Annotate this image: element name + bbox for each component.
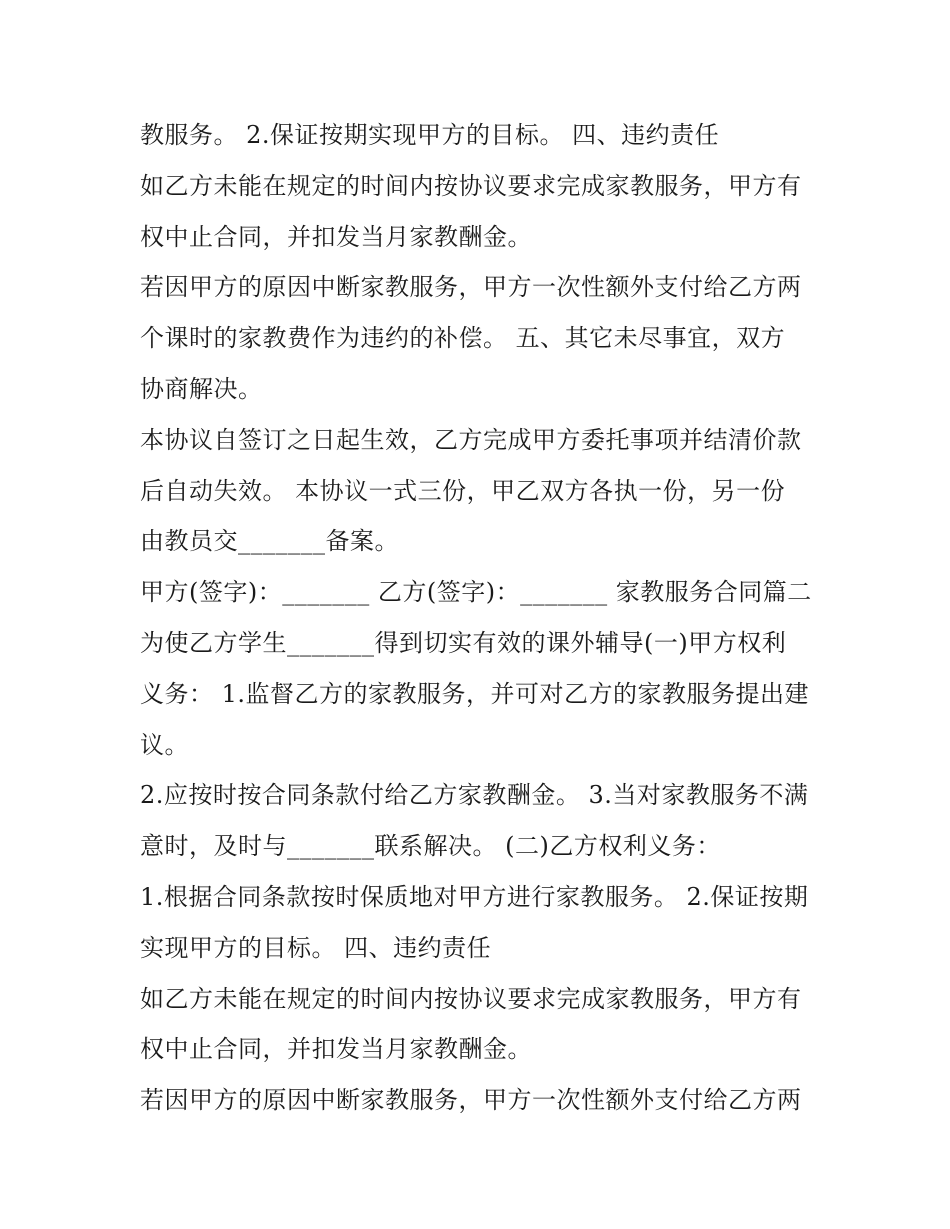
text-line-13: 议。 — [140, 730, 189, 759]
text-line-9: 由教员交_______备案。 — [140, 527, 399, 556]
text-line-16: 1.根据合同条款按时保质地对甲方进行家教服务。 2.保证按期 — [140, 882, 809, 911]
text-line-20: 若因甲方的原因中断家教服务，甲方一次性额外支付给乙方两 — [140, 1086, 802, 1115]
text-line-2: 如乙方未能在规定的时间内按协议要求完成家教服务，甲方有 — [140, 171, 802, 200]
text-line-1: 教服务。 2.保证按期实现甲方的目标。 四、违约责任 — [140, 121, 720, 149]
text-line-3: 权中止合同，并扣发当月家教酬金。 — [140, 222, 532, 251]
text-line-6: 协商解决。 — [140, 374, 263, 403]
text-line-14: 2.应按时按合同条款付给乙方家教酬金。 3.当对家教服务不满 — [140, 781, 809, 810]
text-line-17: 实现甲方的目标。 四、违约责任 — [140, 933, 492, 962]
text-line-4: 若因甲方的原因中断家教服务，甲方一次性额外支付给乙方两 — [140, 273, 802, 302]
text-line-11: 为使乙方学生_______得到切实有效的课外辅导(一)甲方权利 — [140, 628, 787, 657]
text-line-7: 本协议自签订之日起生效，乙方完成甲方委托事项并结清价款 — [140, 425, 802, 454]
text-line-10: 甲方(签字)：_______ 乙方(签字)：_______ 家教服务合同篇二 — [140, 578, 812, 607]
text-line-18: 如乙方未能在规定的时间内按协议要求完成家教服务，甲方有 — [140, 984, 802, 1013]
text-line-15: 意时，及时与_______联系解决。 (二)乙方权利义务： — [140, 832, 721, 861]
text-line-19: 权中止合同，并扣发当月家教酬金。 — [140, 1035, 532, 1064]
text-line-12: 义务： 1.监督乙方的家教服务，并可对乙方的家教服务提出建 — [140, 679, 810, 708]
text-line-8: 后自动失效。 本协议一式三份，甲乙双方各执一份，另一份 — [140, 476, 786, 505]
text-line-5: 个课时的家教费作为违约的补偿。 五、其它未尽事宜，双方 — [140, 324, 786, 353]
document-body — [140, 110, 830, 1126]
